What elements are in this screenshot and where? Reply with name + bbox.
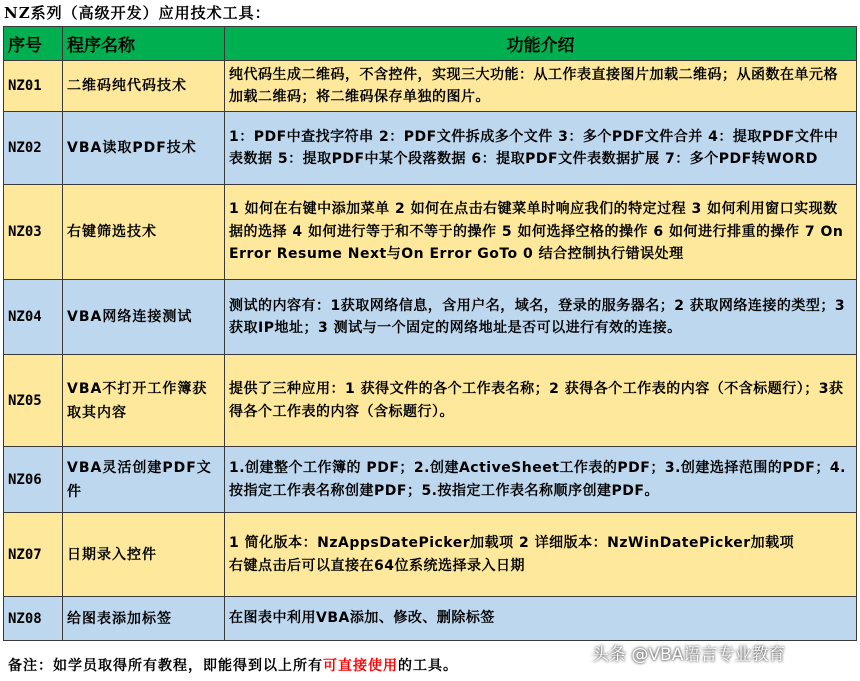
row-name: VBA网络连接测试 [63,280,225,355]
row-name: 二维码纯代码技术 [63,61,225,112]
table-row [4,280,857,355]
watermark: 头条 @VBA语言专业教育 [592,645,786,665]
table-row [4,112,857,185]
footnote-highlight: 可直接使用 [323,658,398,674]
table-row [4,447,857,513]
table-row [4,597,857,641]
row-name: 给图表添加标签 [63,597,225,641]
row-func: 1 如何在右键中添加菜单 2 如何在点击右键菜单时响应我们的特定过程 3 如何利用窗口实现数据的选择 4 如何进行等于和不等于的操作 5 如何选择空格的操作 6 如何进行排重的操作 7 On Error Resume Next与On Error GoTo 0 结合控制执行错误处理 [225,185,857,280]
row-func: 测试的内容有：1获取网络信息，含用户名，域名，登录的服务器名；2 获取网络连接的类型；3 获取IP地址；3 测试与一个固定的网络地址是否可以进行有效的连接。 [225,280,857,355]
row-func: 1.创建整个工作簿的 PDF；2.创建ActiveSheet工作表的PDF；3.创建选择范围的PDF；4.按指定工作表名称创建PDF；5.按指定工作表名称顺序创建PDF。 [225,447,857,513]
page-title: NZ系列（高级开发）应用技术工具： [4,4,271,22]
row-name: 日期录入控件 [63,513,225,597]
footnote-suffix: 的工具。 [398,658,458,674]
header-func: 功能介绍 [225,27,857,61]
table-header-row [4,27,857,61]
row-func-line: 右键点击后可以直接在64位系统选择录入日期 [229,557,525,574]
table-row [4,355,857,447]
footnote-prefix: 备注：如学员取得所有教程，即能得到以上所有 [8,658,323,674]
row-func: 提供了三种应用：1 获得文件的各个工作表名称；2 获得各个工作表的内容（不含标题行）；3获得各个工作表的内容（含标题行）。 [225,355,857,447]
row-func: 纯代码生成二维码，不含控件，实现三大功能：从工作表直接图片加载二维码；从函数在单元格加载二维码；将二维码保存单独的图片。 [225,61,857,112]
row-num: NZ02 [4,112,63,185]
row-num: NZ06 [4,447,63,513]
row-name: VBA灵活创建PDF文件 [63,447,225,513]
row-num: NZ03 [4,185,63,280]
row-name: VBA不打开工作簿获取其内容 [63,355,225,447]
header-name: 程序名称 [63,27,225,61]
row-num: NZ05 [4,355,63,447]
row-num: NZ01 [4,61,63,112]
table-row [4,61,857,112]
table-row [4,513,857,597]
row-func-line: 1 简化版本：NzAppsDatePicker加载项 2 详细版本：NzWinDatePicker加载项 [229,535,795,551]
row-num: NZ04 [4,280,63,355]
row-num: NZ08 [4,597,63,641]
footnote [8,655,458,675]
row-name: 右键筛选技术 [63,185,225,280]
header-num: 序号 [4,27,63,61]
row-func: 在图表中利用VBA添加、修改、删除标签 [225,597,857,641]
table-row [4,185,857,280]
row-name: VBA读取PDF技术 [63,112,225,185]
row-func [225,513,857,597]
tools-table [3,26,857,641]
row-num: NZ07 [4,513,63,597]
row-func: 1：PDF中查找字符串 2：PDF文件拆成多个文件 3：多个PDF文件合并 4：提取PDF文件中表数据 5：提取PDF中某个段落数据 6：提取PDF文件表数据扩展 7：多个PDF转WORD [225,112,857,185]
